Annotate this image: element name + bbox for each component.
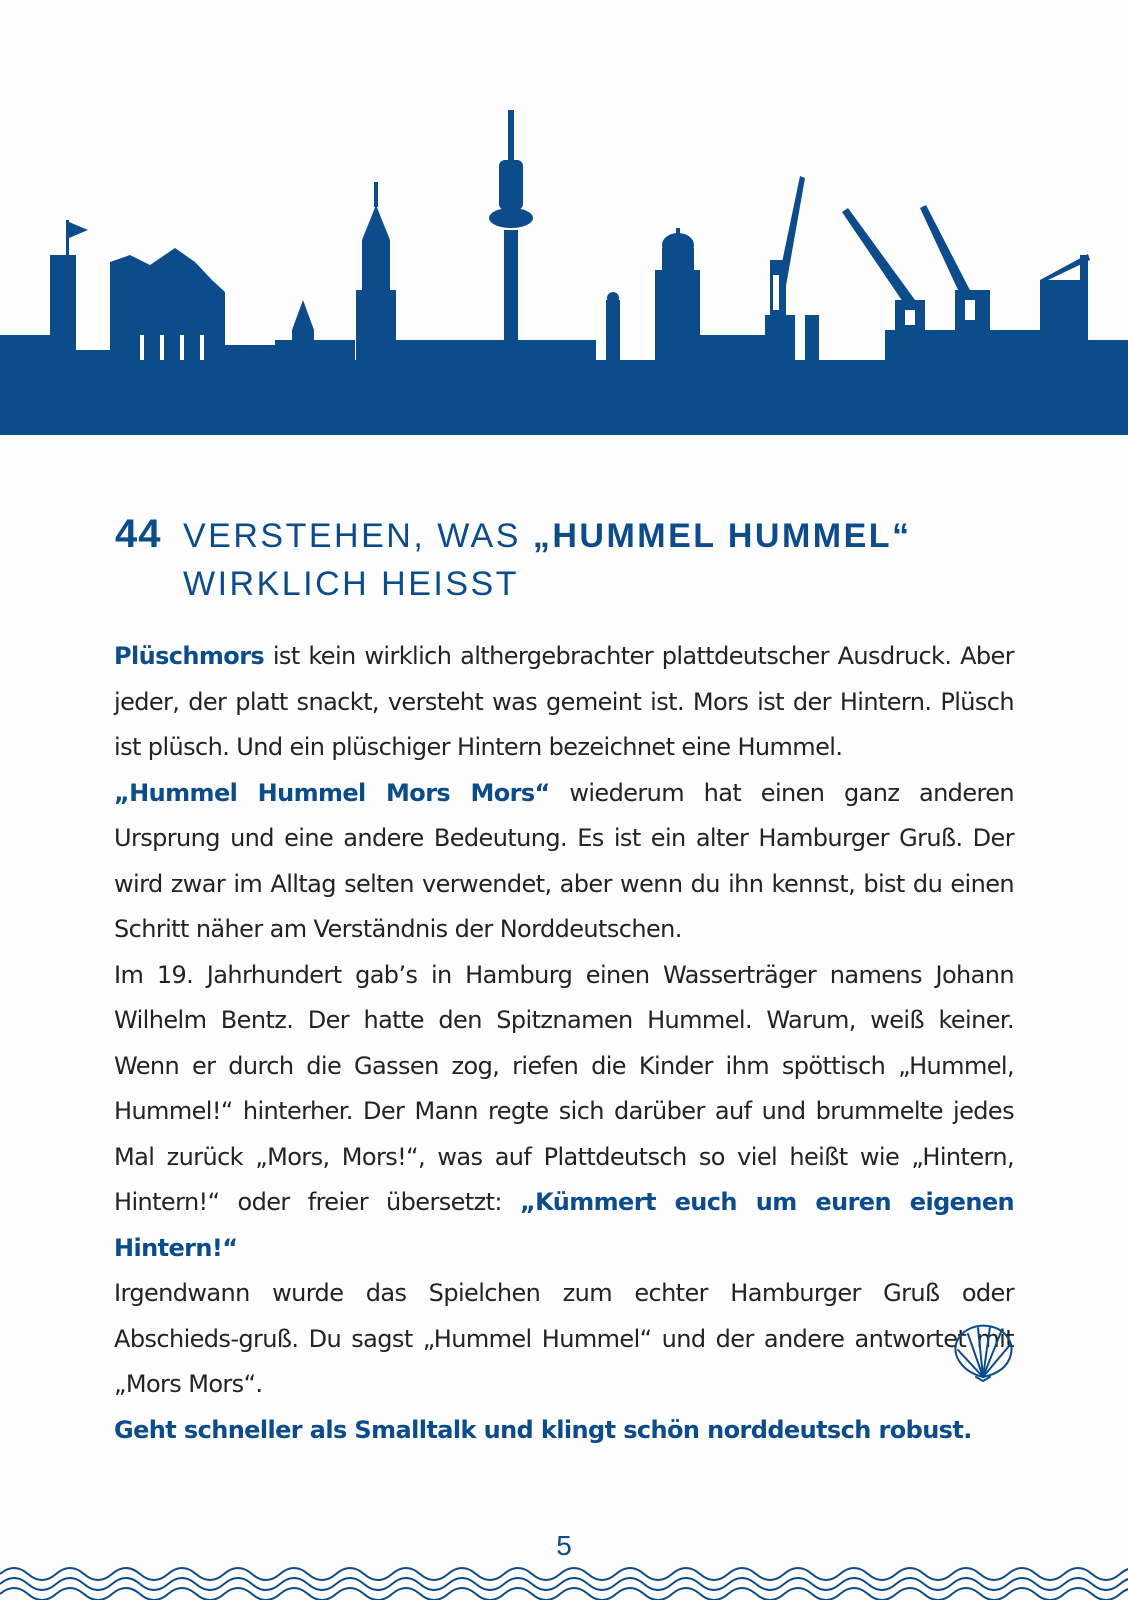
paragraph-2-text: wiederum hat einen ganz anderen Ursprung und eine andere Bedeutung. Es ist ein alter Hamburger Gruß. Der wird zwar im Alltag selten verwendet, aber wenn du ihn kennst, bist du einen Schritt näher am Verständnis der Norddeutschen. — [114, 778, 1014, 943]
term-plueschmors: Plüschmors — [114, 642, 265, 670]
term-hummel-greeting: „Hummel Hummel Mors Mors“ — [114, 778, 550, 807]
waves-icon — [0, 1560, 1128, 1600]
heading-line-1 — [183, 514, 912, 558]
paragraph-3 — [114, 953, 1014, 1272]
shell-icon — [948, 1322, 1018, 1382]
hamburg-skyline-icon — [0, 0, 1128, 440]
heading-prefix: VERSTEHEN, WAS — [183, 517, 533, 555]
heading-emphasis: „HUMMEL HUMMEL“ — [532, 517, 912, 555]
translation-highlight: „Kümmert euch um euren eigenen Hintern!“ — [114, 1188, 1014, 1262]
page-number: 5 — [556, 1530, 572, 1561]
article-body — [114, 634, 1014, 1453]
paragraph-1-text: ist kein wirklich althergebrachter plattdeutscher Ausdruck. Aber jeder, der platt snackt, versteht was gemeint ist. Mors ist der Hintern. Plüsch ist plüsch. Und ein plüschiger Hintern bezeichnet eine Hummel. — [114, 642, 1014, 761]
paragraph-3-text: Im 19. Jahrhundert gab’s in Hamburg einen Wasserträger namens Johann Wilhelm Bentz. Der hatte den Spitznamen Hummel. Warum, weiß keiner. Wenn er durch die Gassen zog, riefen die Kinder ihm spöttisch „Hummel, Hummel!“ hinterher. Der Mann regte sich darüber auf und brummelte jedes Mal zurück „Mors, Mors!“, was auf Plattdeutsch so viel heißt wie „Hintern, Hintern!“ oder freier übersetzt: — [114, 960, 1014, 1216]
paragraph-1 — [114, 634, 1014, 771]
paragraph-2 — [114, 771, 1014, 953]
heading-line-2: WIRKLICH HEISST — [183, 565, 519, 603]
paragraph-4: Irgendwann wurde das Spielchen zum echter Hamburger Gruß oder Abschieds-gruß. Du sagst „Hummel Hummel“ und der andere antwortet mit „Mors Mors“. — [114, 1279, 1014, 1398]
chapter-number: 44 — [115, 512, 162, 556]
closing-highlight: Geht schneller als Smalltalk und klingt schön norddeutsch robust. — [114, 1415, 972, 1444]
paragraph-5 — [114, 1408, 1014, 1454]
